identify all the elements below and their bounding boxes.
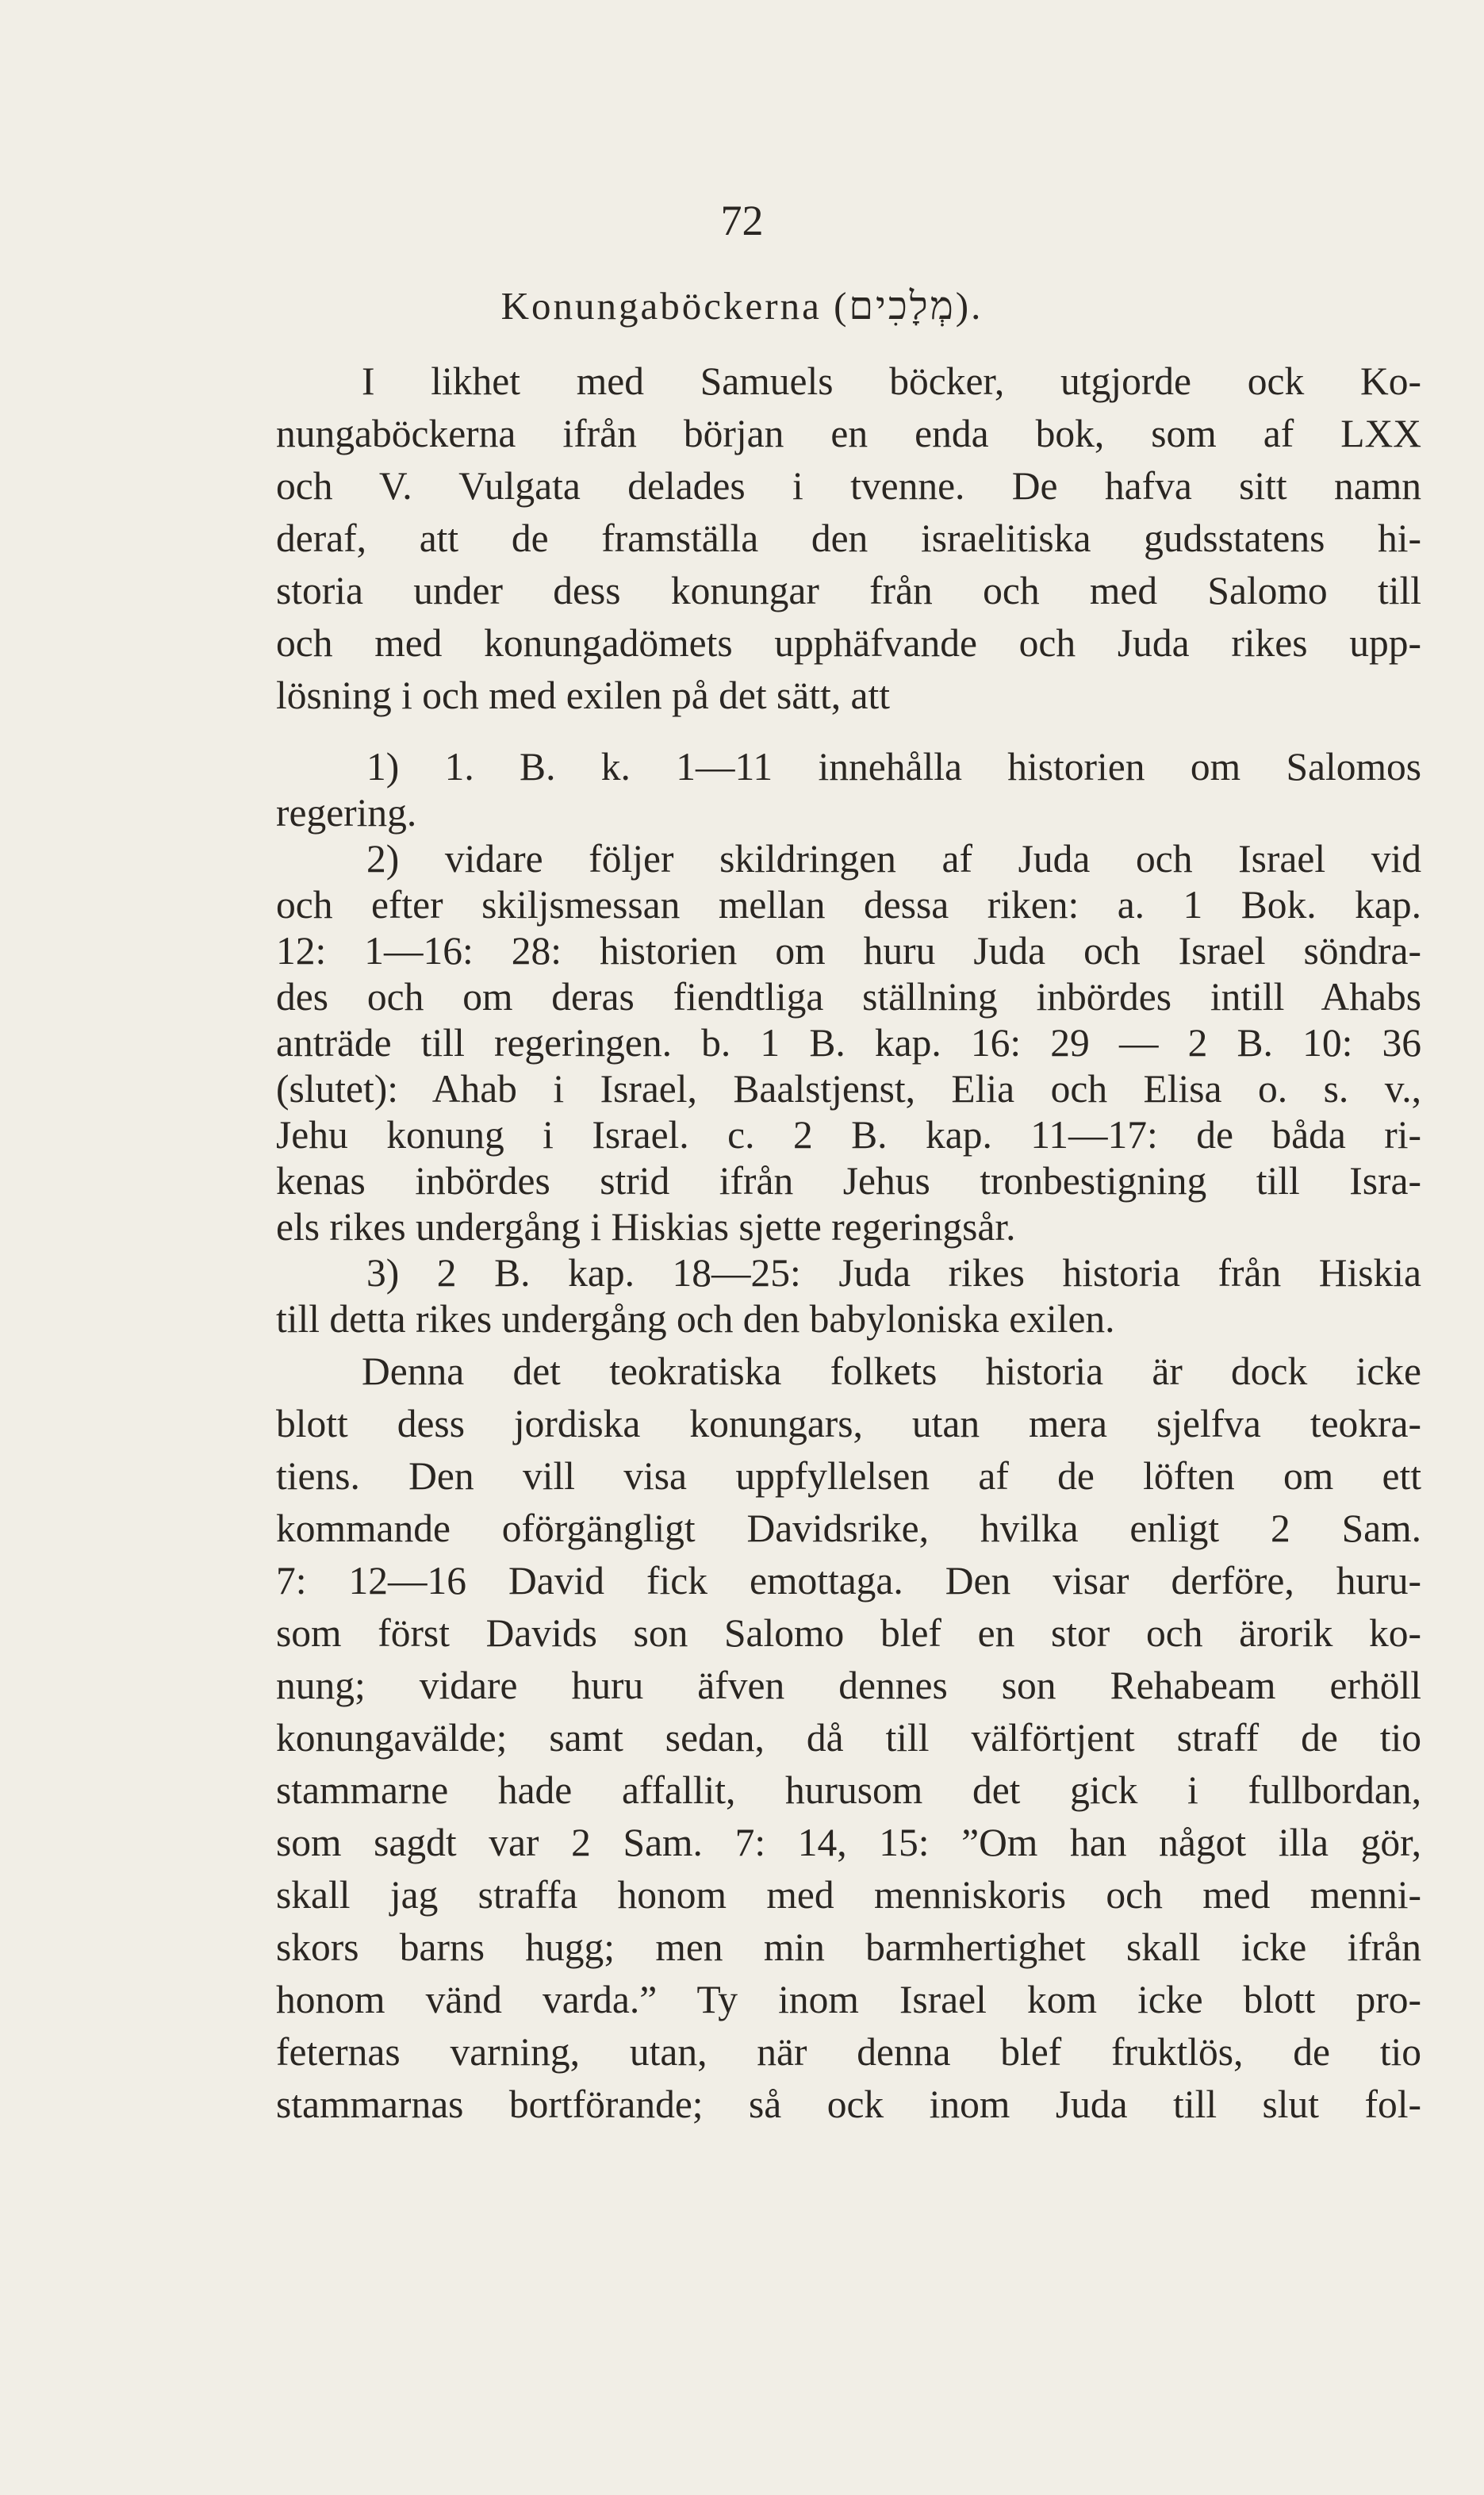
- text-line: anträde till regeringen. b. 1 B. kap. 16: 29 — 2 B. 10: 36: [276, 1021, 1421, 1065]
- text-line: honom vänd varda.” Ty inom Israel kom icke blott pro-: [276, 1978, 1421, 2021]
- text-line: stammarne hade affallit, hurusom det gick i fullbordan,: [276, 1768, 1421, 1812]
- text-line: feternas varning, utan, när denna blef fruktlös, de tio: [276, 2030, 1421, 2074]
- text-line: (slutet): Ahab i Israel, Baalstjenst, Elia och Elisa o. s. v.,: [276, 1067, 1421, 1111]
- text-line: och efter skiljsmessan mellan dessa riken: a. 1 Bok. kap.: [276, 883, 1421, 927]
- text-line: skors barns hugg; men min barmhertighet skall icke ifrån: [276, 1925, 1421, 1969]
- text-line: kenas inbördes strid ifrån Jehus tronbestigning till Isra-: [276, 1159, 1421, 1203]
- text-line: och V. Vulgata delades i tvenne. De hafva sitt namn: [276, 464, 1421, 508]
- text-line: 3) 2 B. kap. 18—25: Juda rikes historia från Hiskia: [366, 1251, 1421, 1295]
- text-line: till detta rikes undergång och den babyloniska exilen.: [276, 1297, 1115, 1341]
- text-line: 2) vidare följer skildringen af Juda och Israel vid: [366, 837, 1421, 881]
- text-line: Denna det teokratiska folkets historia är dock icke: [362, 1349, 1421, 1393]
- text-line: des och om deras fiendtliga ställning inbördes intill Ahabs: [276, 975, 1421, 1019]
- text-line: storia under dess konungar från och med Salomo till: [276, 569, 1421, 612]
- text-line: els rikes undergång i Hiskias sjette regeringsår.: [276, 1205, 1016, 1249]
- text-line: stammarnas bortförande; så ock inom Juda till slut fol-: [276, 2082, 1421, 2126]
- text-line: blott dess jordiska konungars, utan mera sjelfva teokra-: [276, 1402, 1421, 1445]
- text-line: kommande oförgängligt Davidsrike, hvilka enligt 2 Sam.: [276, 1507, 1421, 1550]
- text-line: I likhet med Samuels böcker, utgjorde ock Ko-: [362, 359, 1421, 403]
- chapter-title: Konungaböckerna (מְלָכִים).: [500, 284, 984, 328]
- page-number: 72: [720, 197, 764, 244]
- text-line: nung; vidare huru äfven dennes son Rehabeam erhöll: [276, 1664, 1421, 1707]
- text-line: 12: 1—16: 28: historien om huru Juda och Israel söndra-: [276, 929, 1421, 973]
- text-line: Jehu konung i Israel. c. 2 B. kap. 11—17: de båda ri-: [276, 1113, 1421, 1157]
- text-line: 7: 12—16 David fick emottaga. Den visar derföre, huru-: [276, 1559, 1421, 1603]
- text-line: lösning i och med exilen på det sätt, att: [276, 674, 890, 717]
- text-line: regering.: [276, 791, 417, 835]
- text-line: och med konungadömets upphäfvande och Juda rikes upp-: [276, 621, 1421, 665]
- text-line: 1) 1. B. k. 1—11 innehålla historien om Salomos: [366, 745, 1421, 789]
- text-line: skall jag straffa honom med menniskoris och med menni-: [276, 1873, 1421, 1917]
- text-line: deraf, att de framställa den israelitiska gudsstatens hi-: [276, 516, 1421, 560]
- text-line: nungaböckerna ifrån början en enda bok, som af LXX: [276, 412, 1421, 455]
- text-line: som sagdt var 2 Sam. 7: 14, 15: ”Om han något illa gör,: [276, 1821, 1421, 1864]
- text-line: tiens. Den vill visa uppfyllelsen af de löften om ett: [276, 1454, 1421, 1498]
- text-line: som först Davids son Salomo blef en stor och ärorik ko-: [276, 1611, 1421, 1655]
- text-line: konungavälde; samt sedan, då till välförtjent straff de tio: [276, 1716, 1421, 1760]
